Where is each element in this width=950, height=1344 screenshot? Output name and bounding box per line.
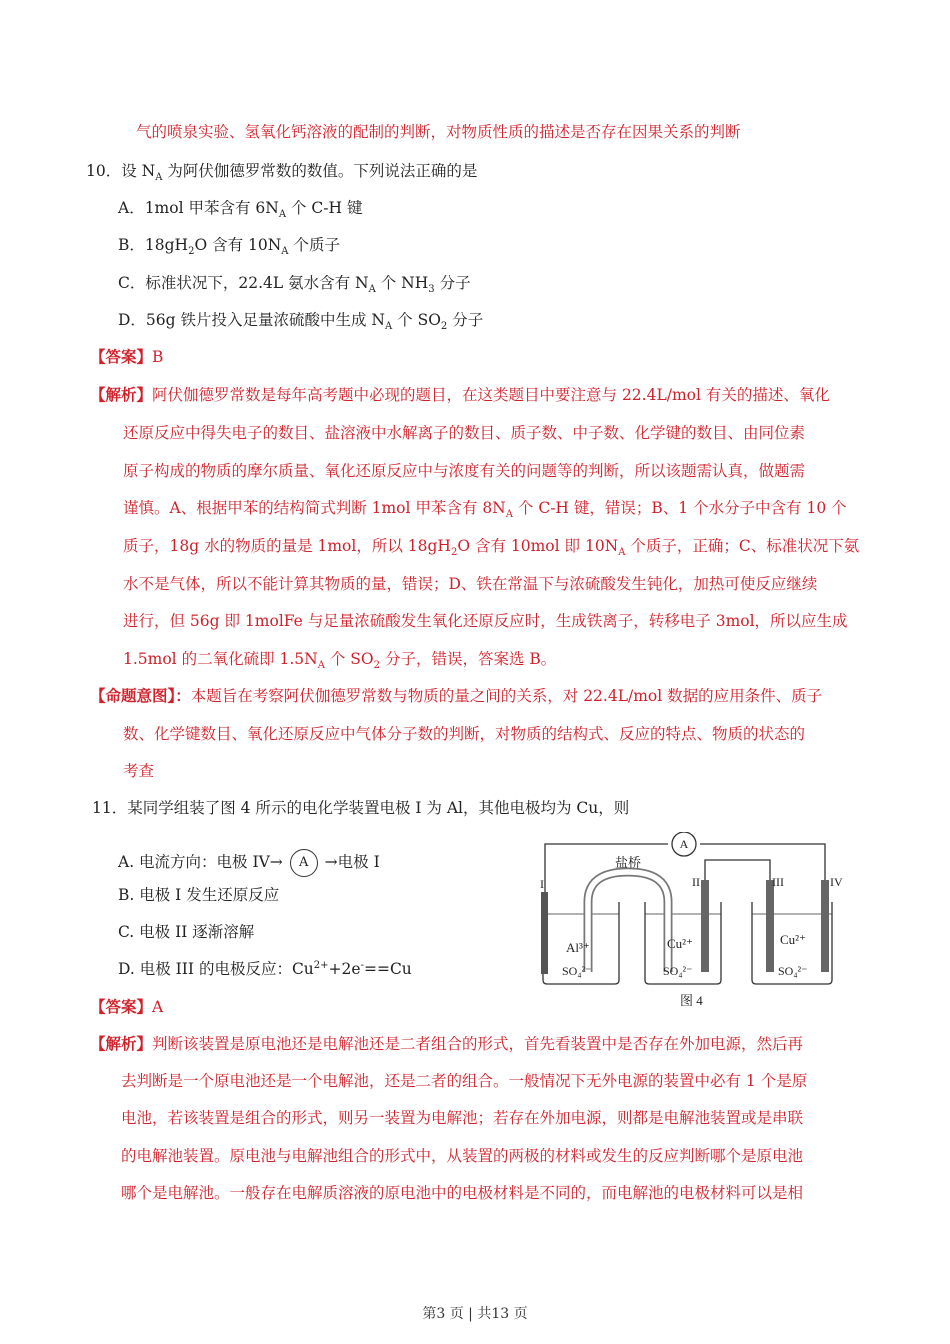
q11-analysis-line1: 【解析】判断该装置是原电池还是电解池还是二者组合的形式，首先看装置中是否存在外加电源，然后再 bbox=[90, 1034, 804, 1053]
figure-4-electrochemical-cell bbox=[540, 832, 880, 1010]
beaker-3-anion: SO₄²⁻ bbox=[778, 964, 808, 978]
q10-answer: 【答案】B bbox=[90, 347, 164, 366]
q10-option-c: C．标准状况下，22.4L 氨水含有 $N_A$ 个 $NH_3$ 分子 bbox=[118, 274, 471, 296]
connect-wire bbox=[705, 860, 770, 880]
q10-analysis-line5: 质子，18g 水的物质的量是 1mol，所以 $18gH_2O$ 含有 10mol 即 $10N_A$ 个质子，正确；C、标准状况下氨 bbox=[123, 537, 860, 559]
q11-analysis-line3: 电池，若该装置是组合的形式，则另一装置为电解池；若存在外加电源，则都是电解池装置或是串联 bbox=[121, 1109, 804, 1127]
figure-caption: 图 4 bbox=[680, 993, 703, 1008]
q10-option-d: D．56g 铁片投入足量浓硫酸中生成 $N_A$ 个 $SO_2$ 分子 bbox=[118, 311, 484, 333]
electrode-4 bbox=[821, 880, 829, 972]
q11-analysis-line5: 哪个是电解池。一般存在电解质溶液的原电池中的电极材料是不同的，而电解池的电极材料可以是相 bbox=[121, 1184, 804, 1202]
q11-analysis-line4: 的电解池装置。原电池与电解池组合的形式中，从装置的两极的材料或发生的反应判断哪个是原电池 bbox=[121, 1147, 804, 1165]
salt-bridge bbox=[588, 872, 668, 972]
q10-intent-line3: 考查 bbox=[123, 762, 155, 780]
beaker-2-ion: Cu²⁺ bbox=[667, 936, 693, 951]
q11-option-b: B. 电极 I 发生还原反应 bbox=[118, 886, 280, 904]
q11-option-a: A. 电流方向：电极 IV→ A →电极 I bbox=[118, 849, 380, 877]
ammeter-symbol: A bbox=[290, 849, 318, 877]
q10-option-a: A．1mol 甲苯含有 $6N_A$ 个 C-H 键 bbox=[118, 199, 363, 221]
electrode-1 bbox=[541, 892, 548, 974]
q11-option-c: C. 电极 II 逐渐溶解 bbox=[118, 923, 255, 941]
electrode-label-4: IV bbox=[830, 875, 843, 889]
q11-answer: 【答案】A bbox=[90, 997, 164, 1016]
q10-analysis-line6: 水不是气体，所以不能计算其物质的量，错误；D、铁在常温下与浓硫酸发生钝化，加热可使反应继续 bbox=[123, 575, 818, 593]
ammeter-label: A bbox=[679, 837, 689, 851]
q10-stem: 10．设 $N_A$ 为阿伏伽德罗常数的数值。下列说法正确的是 bbox=[86, 162, 478, 184]
q11-analysis-line2: 去判断是一个原电池还是一个电解池，还是二者的组合。一般情况下无外电源的装置中必有 1 个是原 bbox=[121, 1072, 808, 1090]
beaker-2-anion: SO₄²⁻ bbox=[663, 964, 693, 978]
q10-analysis-line7: 进行，但 56g 即 1molFe 与足量浓硫酸发生氧化还原反应时，生成铁离子，转移电子 3mol，所以应生成 bbox=[123, 612, 848, 630]
q10-analysis-line2: 还原反应中得失电子的数目、盐溶液中水解离子的数目、质子数、中子数、化学键的数目、由同位素 bbox=[123, 424, 806, 442]
electrode-label-2: II bbox=[692, 875, 700, 889]
q10-analysis-line1: 【解析】阿伏伽德罗常数是每年高考题中必现的题目，在这类题目中要注意与 22.4L/mol 有关的描述、氧化 bbox=[90, 385, 830, 404]
q11-stem: 11．某同学组装了图 4 所示的电化学装置电极 I 为 Al，其他电极均为 Cu，则 bbox=[92, 799, 630, 817]
q10-intent-line1: 【命题意图】：本题旨在考察阿伏伽德罗常数与物质的量之间的关系，对 22.4L/mol 数据的应用条件、质子 bbox=[90, 686, 823, 705]
electrode-label-1: I bbox=[540, 877, 544, 891]
q11-option-d: D. 电极 III 的电极反应：$Cu^{2+}+2e^-==Cu$ bbox=[118, 959, 412, 978]
intro-line: 气的喷泉实验、氢氧化钙溶液的配制的判断，对物质性质的描述是否存在因果关系的判断 bbox=[136, 123, 741, 141]
beaker-1-ion: Al³⁺ bbox=[566, 940, 590, 955]
salt-bridge-label: 盐桥 bbox=[614, 855, 642, 870]
q10-analysis-line4: 谨慎。A、根据甲苯的结构简式判断 1mol 甲苯含有 $8N_A$ 个 C-H 键，错误；B、1 个水分子中含有 10 个 bbox=[123, 499, 847, 521]
top-wire-right bbox=[700, 844, 825, 880]
electrode-3 bbox=[766, 880, 774, 972]
electrode-label-3: III bbox=[772, 875, 784, 889]
top-wire bbox=[545, 844, 668, 892]
q10-intent-line2: 数、化学键数目、氧化还原反应中气体分子数的判断，对物质的结构式、反应的特点、物质的状态的 bbox=[123, 725, 806, 743]
q10-option-b: B．$18gH_2O$ 含有 $10N_A$ 个质子 bbox=[118, 236, 340, 258]
q10-analysis-line3: 原子构成的物质的摩尔质量、氧化还原反应中与浓度有关的问题等的判断，所以该题需认真，做题需 bbox=[123, 462, 806, 480]
page-footer: 第3 页 | 共13 页 bbox=[422, 1306, 528, 1322]
q10-analysis-line8: 1.5mol 的二氧化硫即 $1.5N_A$ 个 $SO_2$ 分子，错误，答案选 B。 bbox=[123, 650, 557, 672]
electrode-2 bbox=[701, 880, 709, 972]
beaker-1-anion: SO₄²⁻ bbox=[562, 964, 592, 978]
beaker-3-ion: Cu²⁺ bbox=[780, 932, 806, 947]
